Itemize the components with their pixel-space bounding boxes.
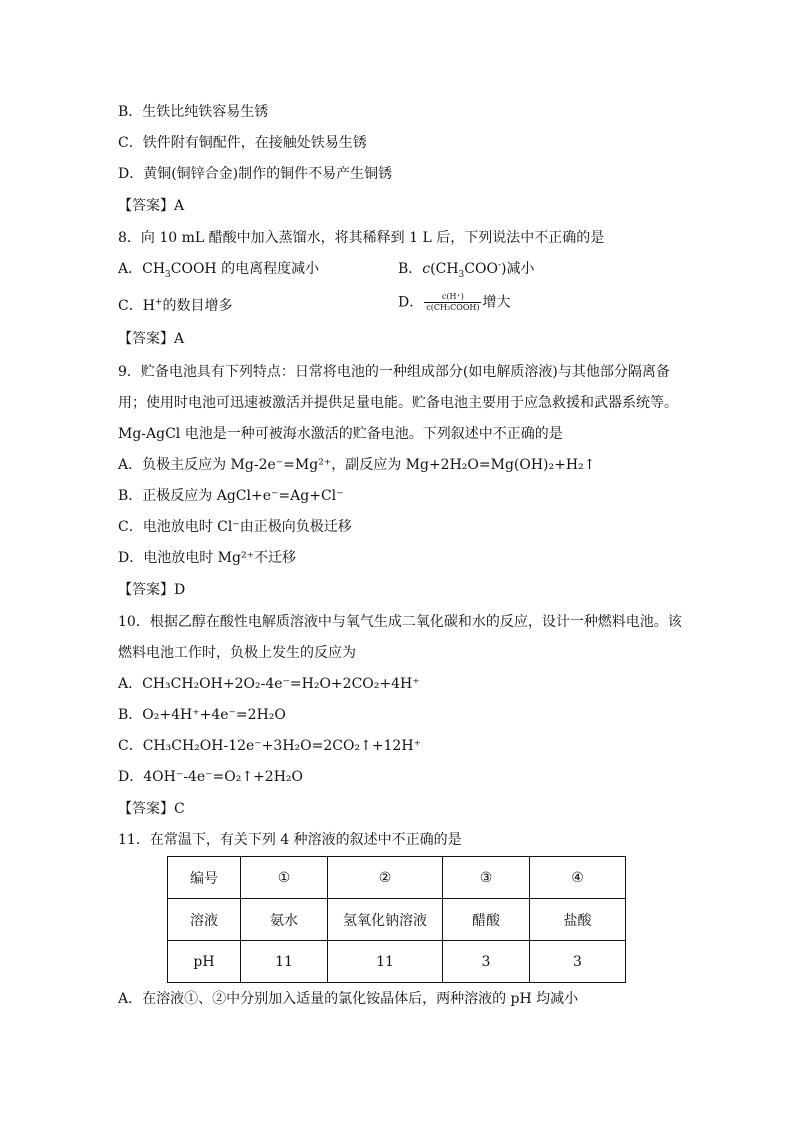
q10-answer: 【答案】C [118,801,185,817]
table-cell: 11 [328,941,443,983]
q10-option-b: B．O₂+4H⁺+4e⁻=2H₂O [118,707,286,723]
table-cell: ① [241,857,328,899]
q8-option-c: C．H+的数目增多 [118,297,233,314]
table-cell: 氢氧化钠溶液 [328,899,443,941]
q9-stem-line3: Mg-AgCl 电池是一种可被海水激活的贮备电池。下列叙述中不正确的是 [118,426,563,442]
table-row [168,857,626,899]
q8-option-a: A．$CH_3COOH$ 的电离程度减小 [118,261,320,280]
q9-stem-line2: 用；使用时电池可迅速被激活并提供足量电能。贮备电池主要用于应急救援和武器系统等。 [118,395,678,411]
q8-option-d: D． $\frac{c(H^+)}{\text{c(CH₃COOH)}}$ 增大 [398,292,511,312]
table-cell: 盐酸 [530,899,626,941]
table-cell: 3 [530,941,626,983]
q11-stem: 11．在常温下，有关下列 4 种溶液的叙述中不正确的是 [118,832,462,848]
table-cell: ③ [443,857,530,899]
q9-option-b: B．正极反应为 AgCl+e⁻=Ag+Cl⁻ [118,488,344,504]
q9-option-d: D．电池放电时 Mg²⁺不迁移 [118,550,296,566]
table-cell: 溶液 [168,899,241,941]
q8-option-b: B．$c(CH_3COO^-)$减小 [398,260,535,280]
q11-option-a: A．在溶液①、②中分别加入适量的氯化铵晶体后，两种溶液的 pH 均减小 [118,991,579,1007]
table-cell: ④ [530,857,626,899]
table-cell: 编号 [168,857,241,899]
q10-option-d: D．4OH⁻-4e⁻=O₂↑+2H₂O [118,769,304,785]
q9-answer: 【答案】D [118,582,186,598]
table-cell: ② [328,857,443,899]
solution-table [167,856,626,983]
q7-option-b: B．生铁比纯铁容易生锈 [118,104,269,120]
q9-stem-line1: 9．贮备电池具有下列特点：日常将电池的一种组成部分(如电解质溶液)与其他部分隔离备 [118,364,670,380]
table-cell: 3 [443,941,530,983]
q10-option-c: C．CH₃CH₂OH-12e⁻+3H₂O=2CO₂↑+12H⁺ [118,738,421,754]
q8-answer: 【答案】A [118,331,185,347]
table-cell: 11 [241,941,328,983]
q9-option-a: A．负极主反应为 Mg-2e⁻=Mg²⁺，副反应为 Mg+2H₂O=Mg(OH)₂+H₂↑ [118,457,596,473]
q10-stem-line1: 10．根据乙醇在酸性电解质溶液中与氧气生成二氧化碳和水的反应，设计一种燃料电池。该 [118,614,682,630]
table-row [168,941,626,983]
concentration-ratio-fraction: $\frac{c(H^+)}{\text{c(CH₃COOH)}}$ [426,292,480,312]
q9-option-c: C．电池放电时 Cl⁻由正极向负极迁移 [118,519,352,535]
table-row [168,899,626,941]
q10-option-a: A．CH₃CH₂OH+2O₂-4e⁻=H₂O+2CO₂+4H⁺ [118,676,420,692]
q7-answer: 【答案】A [118,198,185,214]
q10-stem-line2: 燃料电池工作时，负极上发生的反应为 [118,645,356,661]
q7-option-c: C．铁件附有铜配件，在接触处铁易生锈 [118,135,367,151]
table-cell: 醋酸 [443,899,530,941]
q7-option-d: D．黄铜(铜锌合金)制作的铜件不易产生铜锈 [118,166,393,182]
q8-stem: 8．向 10 mL 醋酸中加入蒸馏水，将其稀释到 1 L 后，下列说法中不正确的是 [118,230,605,246]
table-cell: pH [168,941,241,983]
table-cell: 氨水 [241,899,328,941]
